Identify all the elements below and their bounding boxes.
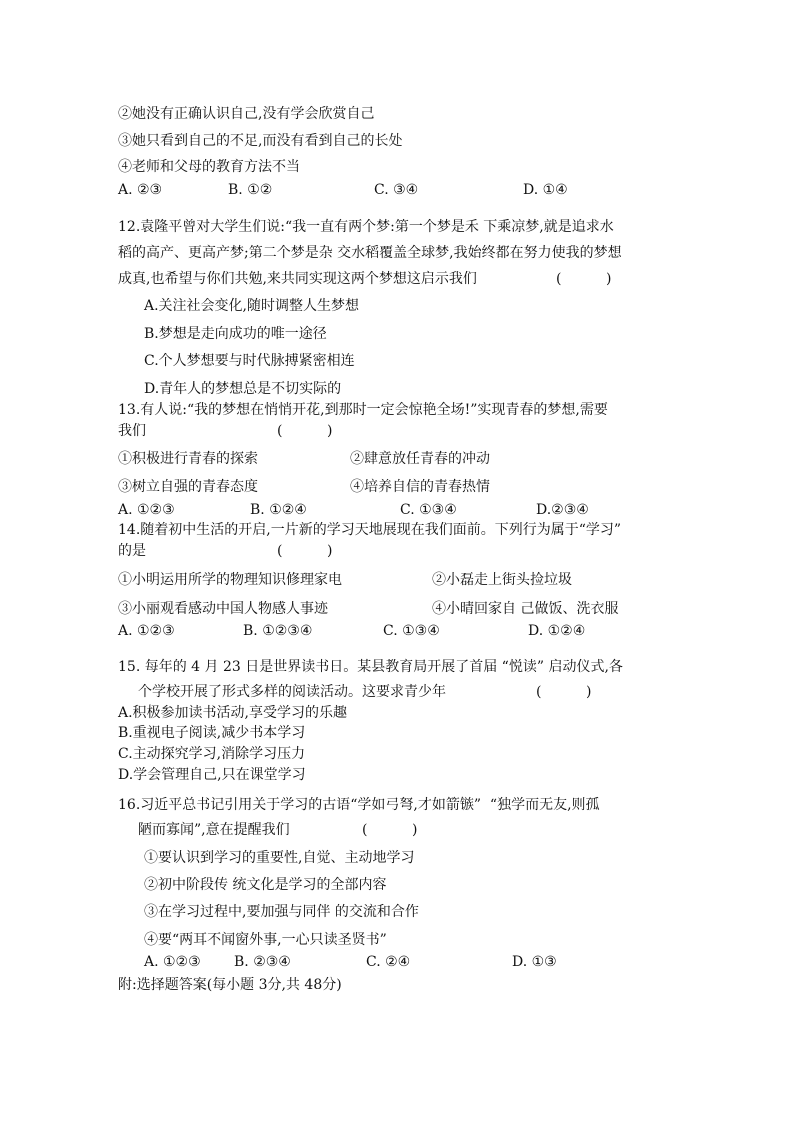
q11-choice-c: C. ③④ xyxy=(374,182,419,198)
q16-item-3: ③在学习过程中,要加强与同伴 的交流和合作 xyxy=(144,904,419,920)
q13-item-3: ③树立自强的青春态度 xyxy=(118,479,258,495)
q14-item-2: ②小磊走上街头捡垃圾 xyxy=(432,572,572,588)
q14-choice-d: D. ①②④ xyxy=(528,623,586,639)
q13-choices xyxy=(118,500,718,520)
q15-option-c: C.主动探究学习,消除学习压力 xyxy=(118,746,306,762)
q16-item-1: ①要认识到学习的重要性,自觉、主动地学习 xyxy=(144,850,415,866)
q11-choices xyxy=(118,180,718,200)
q13-item-4: ④培养自信的青春热情 xyxy=(350,479,490,495)
q11-choice-d: D. ①④ xyxy=(523,182,568,198)
q15-option-a: A.积极参加读书活动,享受学习的乐趣 xyxy=(118,705,348,721)
q12-option-a: A.关注社会变化,随时调整人生梦想 xyxy=(144,298,360,314)
q12-stem-line2: 稻的高产、更高产梦;第二个梦是杂 交水稻覆盖全球梦,我始终都在努力使我的梦想 xyxy=(118,245,622,261)
q16-item-4: ④要“两耳不闻窗外事,一心只读圣贤书” xyxy=(144,932,387,948)
q16-stem-line2: 陋而寡闻”,意在提醒我们 xyxy=(138,822,290,838)
q14-items-row2 xyxy=(118,599,718,619)
q15-stem-line1: 15. 每年的 4 月 23 日是世界读书日。某县教育局开展了首届 “悦读” 启动仪式,各 xyxy=(118,659,623,675)
q16-item-2: ②初中阶段传 统文化是学习的全部内容 xyxy=(144,877,387,893)
q13-items-row2 xyxy=(118,477,718,497)
q14-item-3: ③小丽观看感动中国人物感人事迹 xyxy=(118,601,328,617)
q14-choice-a: A. ①②③ xyxy=(118,623,175,639)
q14-choice-c: C. ①③④ xyxy=(383,623,440,639)
q13-item-1: ①积极进行青春的探索 xyxy=(118,451,258,467)
q16-choice-c: C. ②④ xyxy=(366,954,411,970)
q15-answer-bracket: ( ) xyxy=(536,684,592,700)
q14-items-row1 xyxy=(118,570,718,590)
q14-choices xyxy=(118,621,718,641)
q16-answer-bracket: ( ) xyxy=(362,822,418,838)
q16-choice-a: A. ①②③ xyxy=(144,954,201,970)
q11-choice-b: B. ①② xyxy=(228,182,273,198)
q14-item-1: ①小明运用所学的物理知识修理家电 xyxy=(118,572,342,588)
q11-item-3: ③她只看到自己的不足,而没有看到自己的长处 xyxy=(118,133,403,149)
q12-option-d: D.青年人的梦想总是不切实际的 xyxy=(144,381,342,397)
q16-stem-line1: 16.习近平总书记引用关于学习的古语“学如弓弩,才如箭镞” “独学而无友,则孤 xyxy=(118,797,600,813)
q13-item-2: ②肆意放任青春的冲动 xyxy=(350,451,490,467)
q12-stem-line1: 12.袁隆平曾对大学生们说:“我一直有两个梦:第一个梦是禾 下乘凉梦,就是追求水 xyxy=(118,219,614,235)
q12-answer-bracket: ( ) xyxy=(556,271,612,287)
q14-stem-line1: 14.随着初中生活的开启,一片新的学习天地展现在我们面前。下列行为属于“学习” xyxy=(118,522,622,538)
q15-option-b: B.重视电子阅读,减少书本学习 xyxy=(118,725,306,741)
q16-choice-d: D. ①③ xyxy=(512,954,557,970)
q11-item-2: ②她没有正确认识自己,没有学会欣赏自己 xyxy=(118,106,375,122)
q14-item-4: ④小晴回家自 己做饭、洗衣服 xyxy=(432,601,619,617)
q12-option-c: C.个人梦想要与时代脉搏紧密相连 xyxy=(144,353,355,369)
q13-stem-line2: 我们 xyxy=(118,423,146,439)
q13-stem-line1: 13.有人说:“我的梦想在悄悄开花,到那时一定会惊艳全场!”实现青春的梦想,需要 xyxy=(118,402,608,418)
q13-items-row1 xyxy=(118,449,718,469)
q13-choice-a: A. ①②③ xyxy=(118,502,175,518)
q15-option-d: D.学会管理自己,只在课堂学习 xyxy=(118,767,306,783)
q12-stem-line3: 成真,也希望与你们共勉,来共同实现这两个梦想这启示我们 xyxy=(118,271,477,287)
q16-choices xyxy=(144,952,744,972)
q11-item-4: ④老师和父母的教育方法不当 xyxy=(118,159,300,175)
q14-choice-b: B. ①②③④ xyxy=(243,623,313,639)
q13-choice-c: C. ①③④ xyxy=(400,502,457,518)
q12-option-b: B.梦想是走向成功的唯一途径 xyxy=(144,326,327,342)
q16-choice-b: B. ②③④ xyxy=(234,954,291,970)
q14-stem-line2: 的是 xyxy=(118,543,146,559)
q11-choice-a: A. ②③ xyxy=(118,182,163,198)
q15-stem-line2: 个学校开展了形式多样的阅读活动。这要求青少年 xyxy=(138,684,446,700)
q13-choice-d: D.②③④ xyxy=(536,502,589,518)
answer-footer-note: 附:选择题答案(每小题 3分,共 48分) xyxy=(118,977,342,993)
q13-choice-b: B. ①②④ xyxy=(250,502,307,518)
q14-answer-bracket: ( ) xyxy=(277,543,333,559)
q13-answer-bracket: ( ) xyxy=(277,423,333,439)
